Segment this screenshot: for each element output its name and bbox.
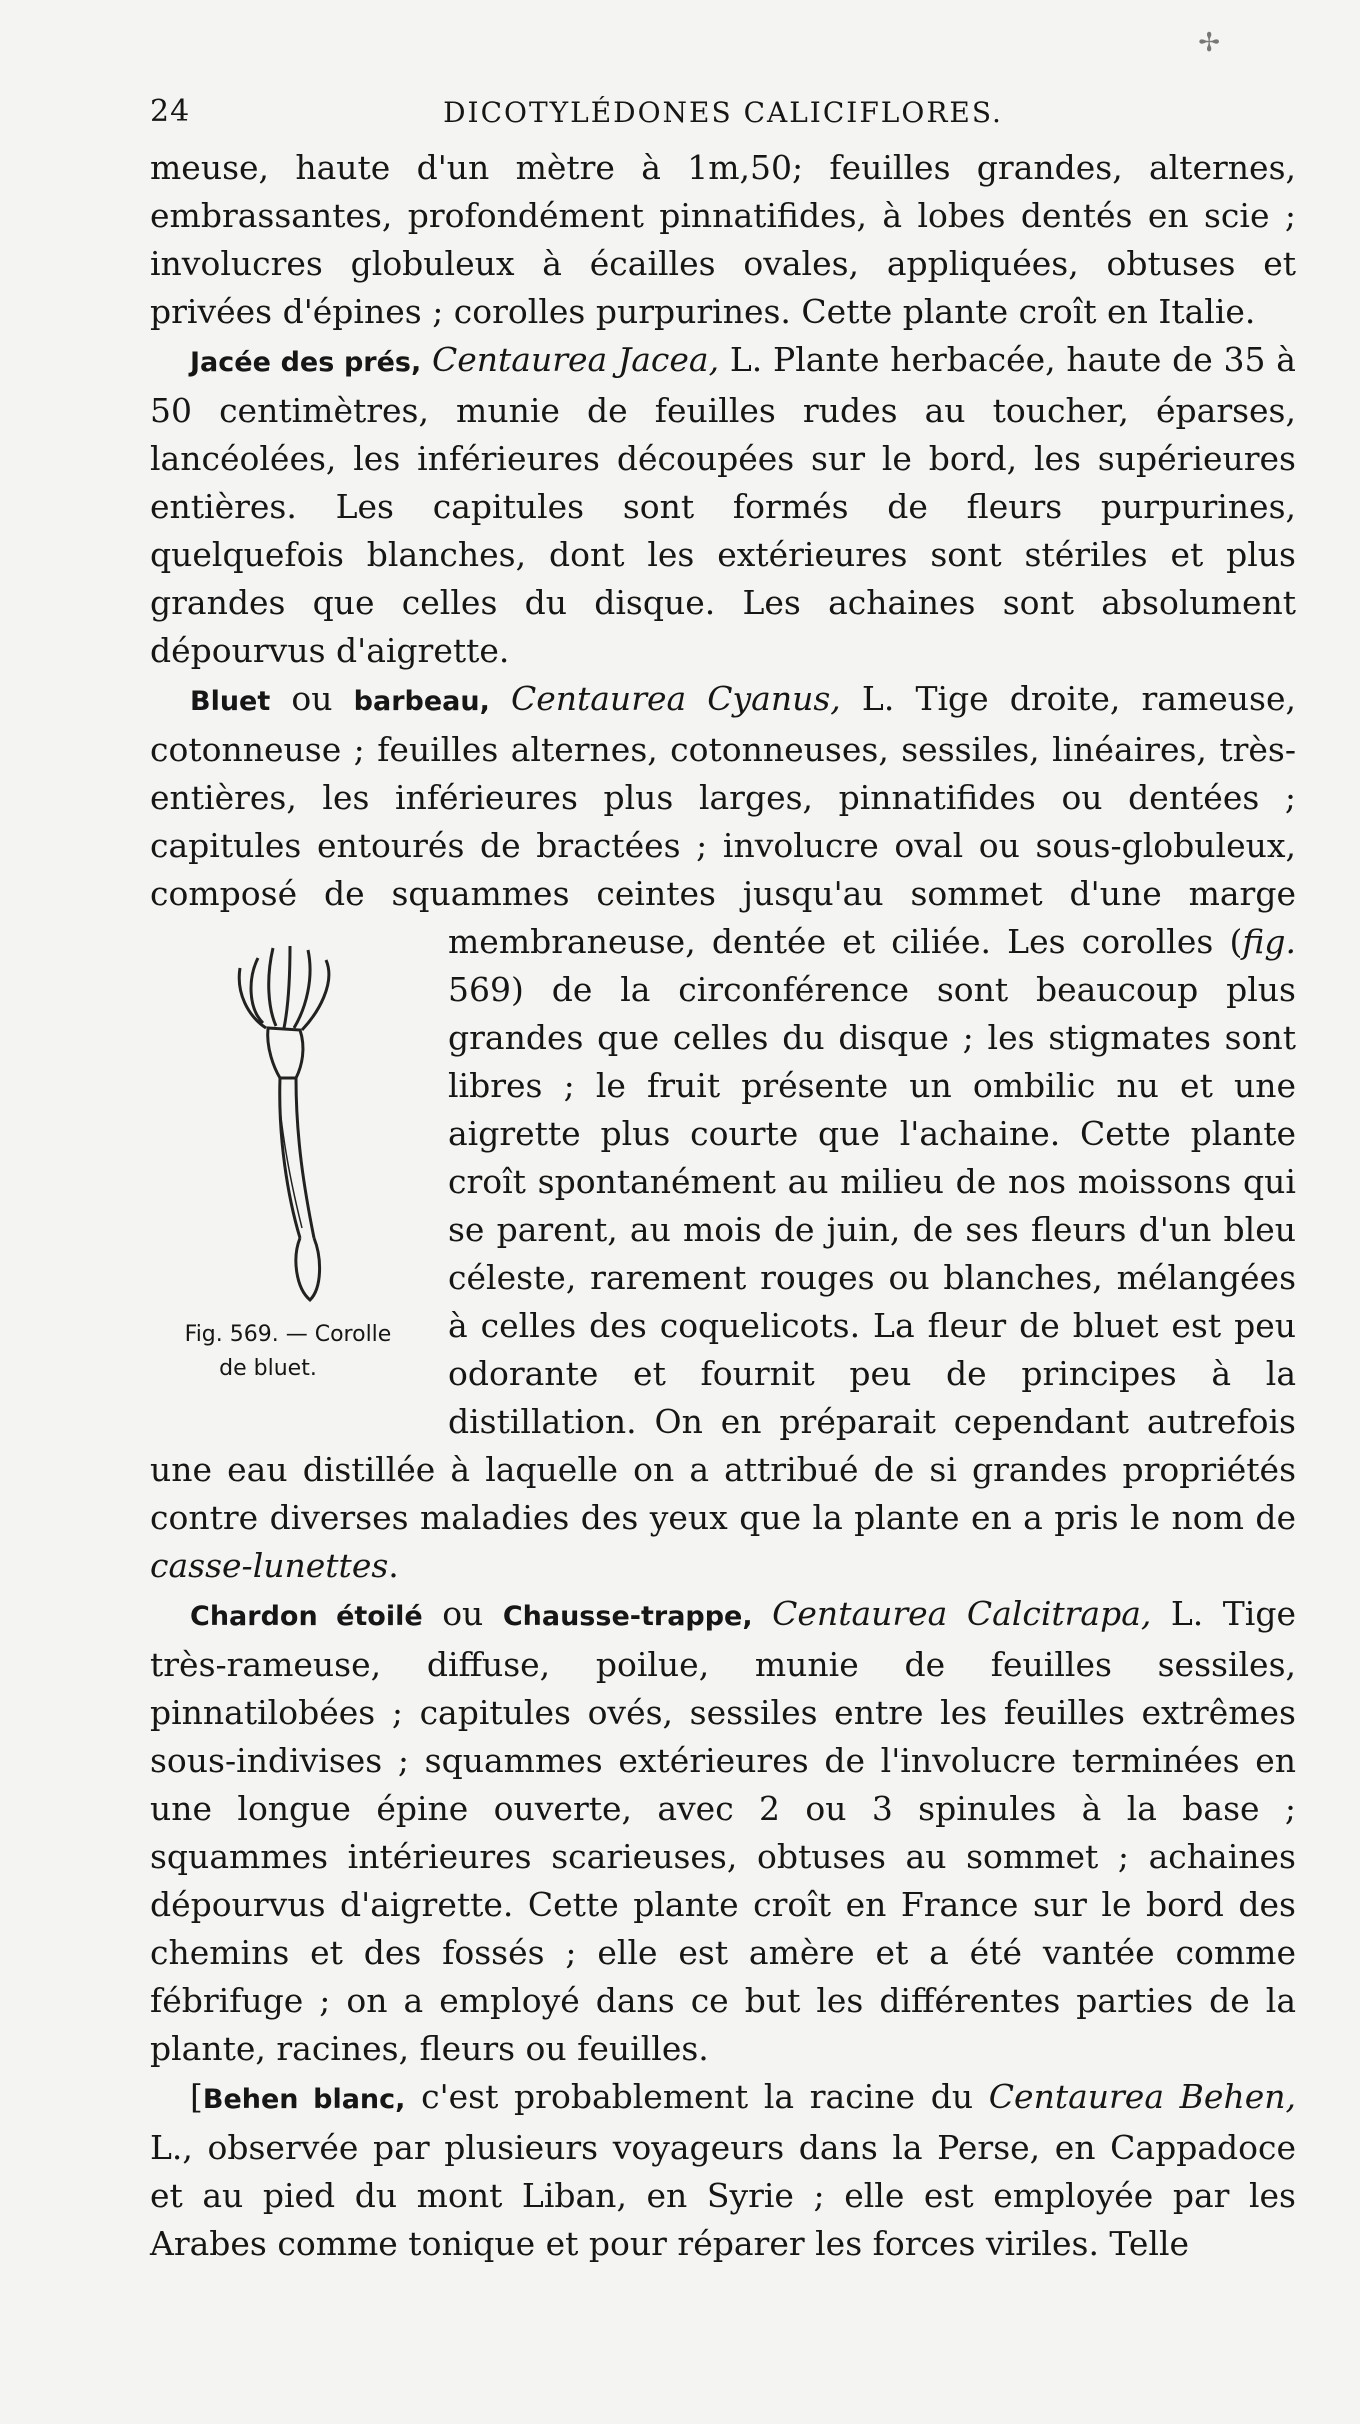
plant-name: Bluet	[190, 686, 271, 717]
paragraph-text: c'est probablement la racine du	[405, 2077, 989, 2116]
common-name-term: casse-lunettes	[150, 1546, 389, 1585]
scientific-name: Centaurea Calcitrapa,	[772, 1594, 1152, 1633]
figure-reference: fig.	[1242, 922, 1296, 961]
conjunction: ou	[270, 679, 354, 718]
paragraph-text-wrap: marge membraneuse, dentée et ciliée. Les corolles (	[448, 874, 1296, 961]
figure-569	[138, 918, 428, 1408]
paragraph-text: L. Plante herbacée, haute de 35 à 50 centimètres, munie de feuilles rudes au toucher, éparses, lancéolées, les inférieures découpées sur le bord, les supérieures entières. Les capitules sont formés de fleurs purpurines, quelquefois blanches, dont les extérieures sont stériles et plus grandes que celles du disque. Les achaines sont absolument dépourvus d'aigrette.	[150, 340, 1296, 670]
paragraph-text-2: L., observée par plusieurs voyageurs dans la Perse, en Cappadoce et au pied du mont Liban, en Syrie ; elle est employée par les Arabes comme tonique et pour réparer les forces viriles. Telle	[150, 2128, 1296, 2263]
figure-caption: Fig. 569. — Corolle de bluet.	[184, 1322, 392, 1381]
conjunction: ou	[422, 1594, 503, 1633]
paragraph-text: L. Tige droite, rameuse, cotonneuse ; feuilles alternes, cotonneuses, sessiles, linéaires, très-entières, les inférieures plus larges, pinnatifides ou dentées ; capitules entourés de bractées ; involucre oval ou sous-globuleux, composé de squammes ceintes jusqu'au sommet d'une	[150, 679, 1296, 913]
scientific-name: Centaurea Cyanus,	[510, 679, 841, 718]
scientific-name: Centaurea Behen,	[988, 2077, 1296, 2116]
paragraph-text: L. Tige très-rameuse, diffuse, poilue, munie de feuilles sessiles, pinnatilobées ; capitules ovés, sessiles entre les feuilles extrêmes sous-indivises ; squammes extérieures de l'involucre terminées en une longue épine ouverte, avec 2 ou 3 spinules à la base ; squammes intérieures scarieuses, obtuses au sommet ; achaines dépourvus d'aigrette. Cette plante croît en France sur le bord des chemins et des fossés ; elle est amère et a été vantée comme fébrifuge ; on a employé dans ce but les différentes parties de la plante, racines, fleurs ou feuilles.	[150, 1594, 1297, 2068]
plant-name: Chardon étoilé	[190, 1601, 423, 1632]
page-number: 24	[150, 94, 191, 129]
page-header	[150, 88, 1296, 144]
plant-name-alt: Chausse-trappe,	[502, 1601, 753, 1632]
paragraph-behen: [Behen blanc, c'est probablement la racine du Centaurea Behen, L., observée par plusieurs voyageurs dans la Perse, en Cappadoce et au pied du mont Liban, en Syrie ; elle est employée par les Arabes comme tonique et pour réparer les forces viriles. Telle	[150, 2077, 1296, 2263]
paragraph-text-2: 569) de la circonférence sont beaucoup plus grandes que celles du disque ; les stigmates sont libres ; le fruit présente un ombilic nu et une aigrette plus courte que l'achaine. Cette plante croît spontanément au milieu de nos moissons qui se parent, au mois de juin, de ses fleurs d'un bleu céleste, rarement rouges ou blanches, mélangées à celles des coquelicots. La fleur de bluet est peu odorante et fournit peu de principes à la distillation. On en préparait cependant autrefois une eau distillée à laquelle on a attribué de si grandes propriétés contre diverses maladies des yeux que la plante en a pris le nom de	[150, 970, 1296, 1537]
corner-mark-icon: ✢	[1198, 28, 1220, 58]
page-body	[150, 144, 1296, 2268]
cornflower-corolla-icon	[218, 938, 368, 1318]
plant-name: Behen blanc,	[202, 2084, 406, 2115]
paragraph-bluet: Bluet ou barbeau, Centaurea Cyanus, L. Tige droite, rameuse, cotonneuse ; feuilles alternes, cotonneuses, sessiles, linéaires, très-entières, les inférieures plus larges, pinnatifides ou dentées ; capitules entourés de bractées ; involucre oval ou sous-globuleux, composé de squammes ceintes jusqu'au sommet d'une Fig. 569. — Corolle de bluet. marge membraneuse, dentée et ciliée. Les corolles (fig. 569) de la circonférence sont beaucoup plus grandes que celles du disque ; les stigmates sont libres ; le fruit présente un ombilic nu et une aigrette plus courte que l'achaine. Cette plante croît spontanément au milieu de nos moissons qui se parent, au mois de juin, de ses fleurs d'un bleu céleste, rarement rouges ou blanches, mélangées à celles des coquelicots. La fleur de bluet est peu odorante et fournit peu de principes à la distillation. On en préparait cependant autrefois une eau distillée à laquelle on a attribué de si grandes propriétés contre diverses maladies des yeux que la plante en a pris le nom de casse-lunettes.	[150, 675, 1296, 1590]
plant-name: Jacée des prés,	[190, 347, 422, 378]
paragraph-chardon	[150, 1590, 1296, 2073]
scientific-name: Centaurea Jacea,	[432, 340, 720, 379]
paragraph-continued: meuse, haute d'un mètre à 1m,50; feuilles grandes, alternes, embrassantes, profondément pinnatifides, à lobes dentés en scie ; involucres globuleux à écailles ovales, appliquées, obtuses et privées d'épines ; corolles purpurines. Cette plante croît en Italie.	[150, 148, 1296, 331]
bluet-section	[150, 675, 1296, 1590]
plant-name-alt: barbeau,	[353, 686, 490, 717]
paragraph-jacee	[150, 336, 1296, 675]
running-title: DICOTYLÉDONES CALICIFLORES.	[443, 96, 1003, 129]
